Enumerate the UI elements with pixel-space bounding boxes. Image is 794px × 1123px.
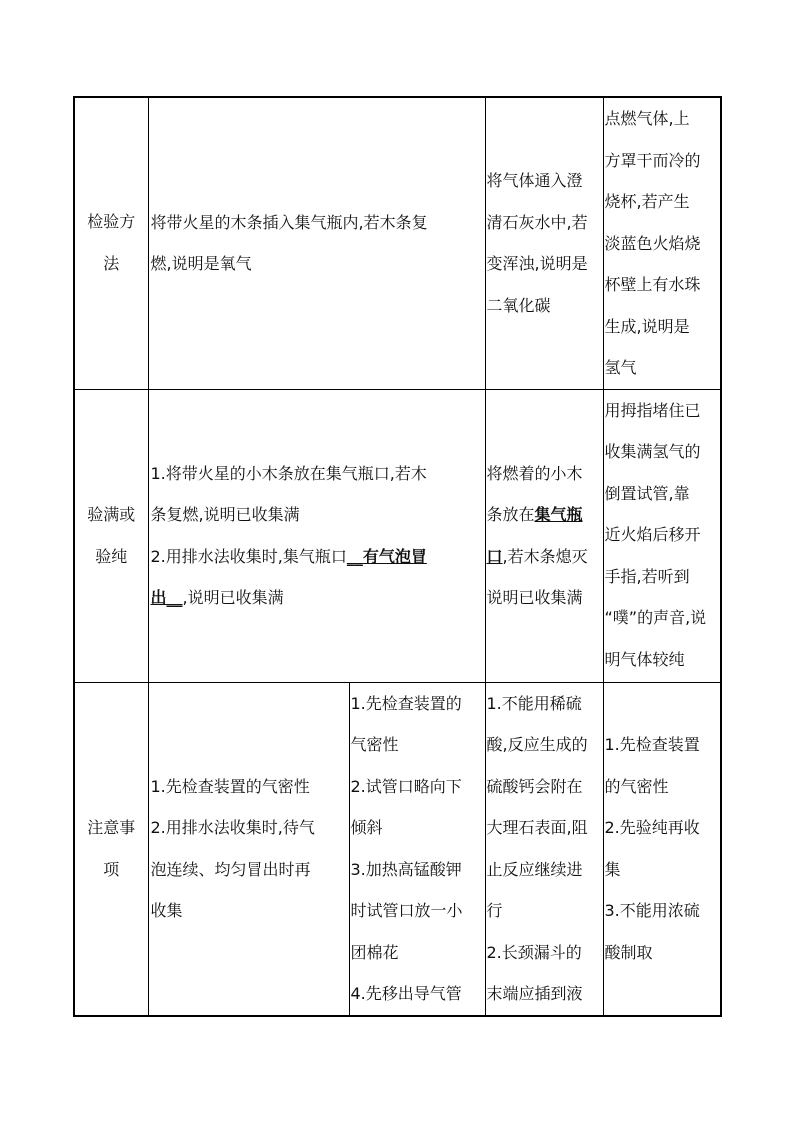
gas-preparation-table	[73, 96, 722, 1017]
row-test-method	[74, 97, 721, 389]
answer-blank: __	[346, 546, 363, 566]
answer-text: 口	[486, 546, 503, 566]
row-label-notes: 注意事 项	[74, 682, 148, 1016]
row-label-full-check: 验满或 验纯	[74, 389, 148, 682]
row-label-test-method: 检验方 法	[74, 97, 148, 389]
answer-text: 有气泡冒	[362, 546, 427, 566]
answer-text: 出	[150, 588, 167, 607]
cell-oxygen-notes-b: 1.先检查装置的 气密性 2.试管口略向下 倾斜 3.加热高锰酸钾 时试管口放一小 团棉花 4.先移出导气管	[349, 682, 485, 1016]
cell-hydrogen-purity-check: 用拇指堵住已 收集满氢气的 倒置试管,靠 近火焰后移开 手指,若听到 “噗”的声音,说 明气体较纯	[603, 389, 721, 682]
answer-blank: __	[166, 588, 183, 607]
cell-hydrogen-notes: 1.先检查装置 的气密性 2.先验纯再收 集 3.不能用浓硫 酸制取	[603, 682, 721, 1016]
cell-oxygen-test: 将带火星的木条插入集气瓶内,若木条复 燃,说明是氧气	[148, 97, 485, 389]
cell-oxygen-notes-a: 1.先检查装置的气密性 2.用排水法收集时,待气 泡连续、均匀冒出时再 收集	[148, 682, 349, 1016]
cell-hydrogen-test: 点燃气体,上 方罩干而冷的 烧杯,若产生 淡蓝色火焰烧 杯壁上有水珠 生成,说明是 氢气	[603, 97, 721, 389]
row-full-check	[74, 389, 721, 682]
cell-co2-full-check: 将燃着的小木 条放在集气瓶 口,若木条熄灭 说明已收集满	[485, 389, 603, 682]
cell-co2-test: 将气体通入澄 清石灰水中,若 变浑浊,说明是 二氧化碳	[485, 97, 603, 389]
answer-text: 集气瓶	[534, 505, 583, 524]
row-notes	[74, 682, 721, 1016]
cell-oxygen-full-check: 1.将带火星的小木条放在集气瓶口,若木 条复燃,说明已收集满 2.用排水法收集时,集气瓶口__有气泡冒 出__,说明已收集满	[148, 389, 485, 682]
cell-co2-notes: 1.不能用稀硫 酸,反应生成的 硫酸钙会附在 大理石表面,阻 止反应继续进 行 2.长颈漏斗的 末端应插到液	[485, 682, 603, 1016]
